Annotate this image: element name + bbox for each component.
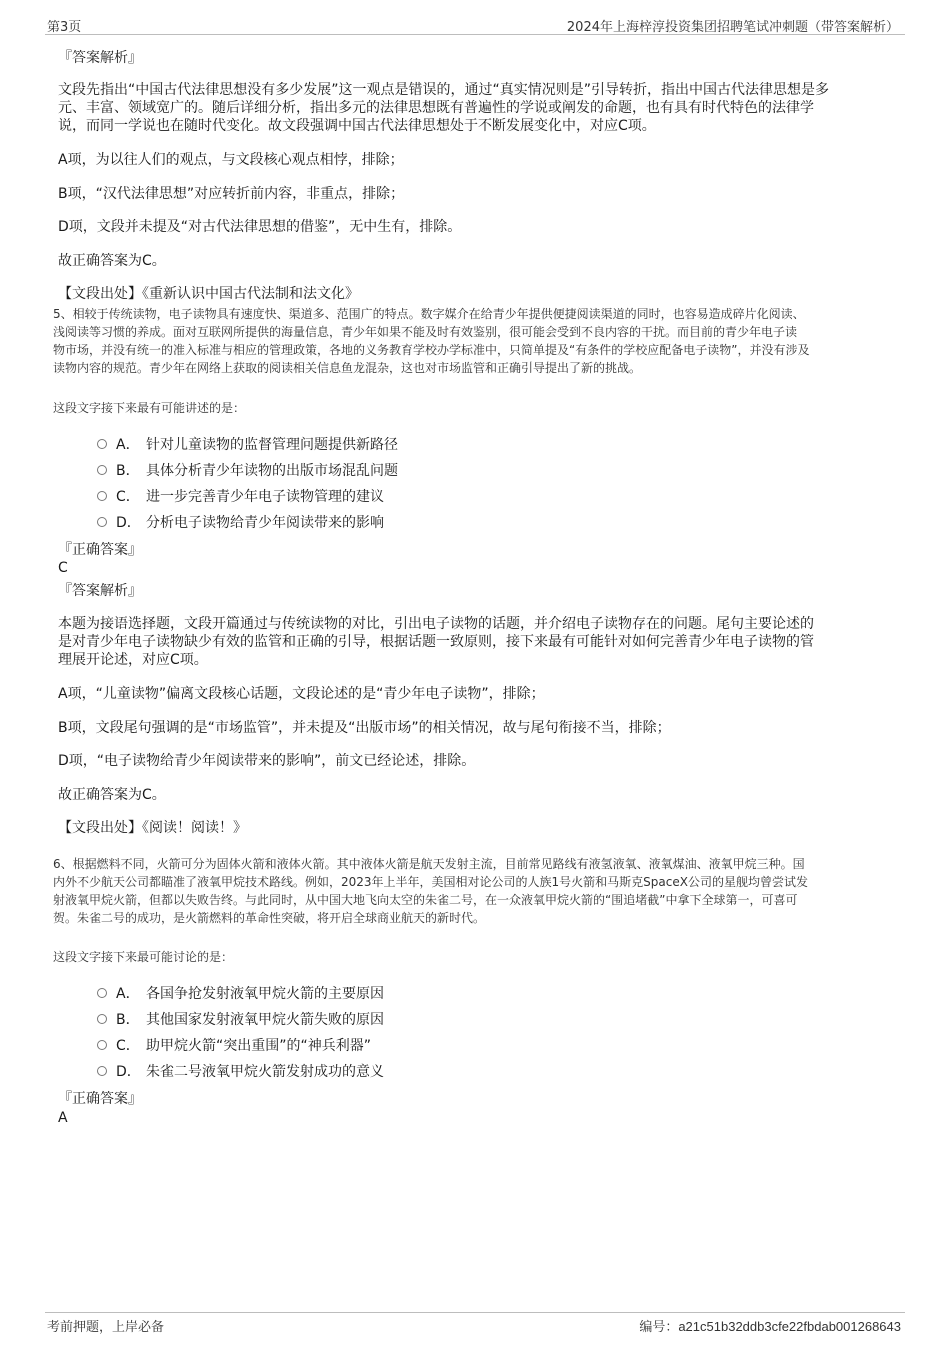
- q6-stem-line: 射液氧甲烷火箭，但都以失败告终。与此同时，从中国大地飞向太空的朱雀二号，在一众液氧甲烷火箭的“围追堵截”中拿下全球第一，可喜可: [53, 893, 798, 907]
- q6-stem-line: 6、根据燃料不同，火箭可分为固体火箭和液体火箭。其中液体火箭是航天发射主流，目前常见路线有液氢液氧、液氧煤油、液氧甲烷三种。国: [53, 857, 805, 871]
- q4-analysis-line: 说，而同一学说也在随时代变化。故文段强调中国古代法律思想处于不断发展变化中，对应C项。: [58, 118, 656, 134]
- q6-option-d[interactable]: D． 朱雀二号液氧甲烷火箭发射成功的意义: [97, 1064, 384, 1081]
- q5-stem-line: 浅阅读等习惯的养成。面对互联网所提供的海量信息，青少年如果不能及时有效鉴别，很可能会受到不良内容的干扰。而目前的青少年电子读: [53, 325, 798, 339]
- q5-option-a[interactable]: A． 针对儿童读物的监督管理问题提供新路径: [97, 437, 398, 454]
- radio-icon[interactable]: [97, 1014, 107, 1024]
- q5-stem-line: 读物内容的规范。青少年在网络上获取的阅读相关信息鱼龙混杂，这也对市场监管和正确引导提出了新的挑战。: [53, 361, 642, 375]
- page-number: 第3页: [47, 20, 82, 35]
- q6-option-b[interactable]: B． 其他国家发射液氧甲烷火箭失败的原因: [97, 1012, 384, 1029]
- q4-option-b-note: B项，“汉代法律思想”对应转折前内容，非重点，排除；: [58, 186, 405, 202]
- q5-option-c[interactable]: C． 进一步完善青少年电子读物管理的建议: [97, 489, 384, 506]
- q6-correct-answer: A: [58, 1110, 68, 1126]
- q4-conclusion: 故正确答案为C。: [58, 253, 166, 269]
- document-title: 2024年上海梓淳投资集团招聘笔试冲刺题（带答案解析）: [566, 20, 899, 35]
- q4-analysis-line: 元、丰富、领域宽广的。随后详细分析，指出多元的法律思想既有普遍性的学说或阐发的命题，也有具有时代特色的法律学: [58, 100, 814, 116]
- page-footer: [45, 1312, 905, 1337]
- q5-option-b-note: B项，文段尾句强调的是“市场监管”，并未提及“出版市场”的相关情况，故与尾句衔接不当，排除；: [58, 720, 671, 736]
- q5-conclusion: 故正确答案为C。: [58, 787, 166, 803]
- q6-prompt: 这段文字接下来最可能讨论的是：: [53, 950, 234, 964]
- q4-analysis-label: 『答案解析』: [58, 50, 142, 66]
- footer-slogan: 考前押题，上岸必备: [47, 1320, 165, 1335]
- radio-icon[interactable]: [97, 491, 107, 501]
- radio-icon[interactable]: [97, 988, 107, 998]
- page-header: [45, 14, 905, 35]
- radio-icon[interactable]: [97, 517, 107, 527]
- radio-icon[interactable]: [97, 439, 107, 449]
- q5-stem-line: 物市场，并没有统一的准入标准与相应的管理政策，各地的义务教育学校办学标准中，只简单提及“有条件的学校应配备电子读物”，并没有涉及: [53, 343, 810, 357]
- q5-analysis-line: 是对青少年电子读物缺少有效的监管和正确的引导，根据话题一致原则，接下来最有可能针对如何完善青少年电子读物的管: [58, 634, 814, 650]
- q5-correct-label: 『正确答案』: [58, 542, 142, 558]
- q5-prompt: 这段文字接下来最有可能讲述的是：: [53, 401, 246, 415]
- radio-icon[interactable]: [97, 465, 107, 475]
- q5-analysis-line: 理展开论述，对应C项。: [58, 652, 208, 668]
- radio-icon[interactable]: [97, 1040, 107, 1050]
- q5-source: 【文段出处】《阅读！阅读！》: [58, 820, 247, 836]
- q6-stem-line: 贺。朱雀二号的成功，是火箭燃料的革命性突破，将开启全球商业航天的新时代。: [53, 911, 486, 925]
- radio-icon[interactable]: [97, 1066, 107, 1076]
- q6-option-a[interactable]: A． 各国争抢发射液氧甲烷火箭的主要原因: [97, 986, 384, 1003]
- q5-analysis-label: 『答案解析』: [58, 583, 142, 599]
- q5-option-b[interactable]: B． 具体分析青少年读物的出版市场混乱问题: [97, 463, 398, 480]
- q5-option-d[interactable]: D． 分析电子读物给青少年阅读带来的影响: [97, 515, 384, 532]
- q4-option-d-note: D项，文段并未提及“对古代法律思想的借鉴”，无中生有，排除。: [58, 219, 462, 235]
- q6-option-c[interactable]: C． 助甲烷火箭“突出重围”的“神兵利器”: [97, 1038, 371, 1055]
- q5-analysis-line: 本题为接语选择题，文段开篇通过与传统读物的对比，引出电子读物的话题，并介绍电子读物存在的问题。尾句主要论述的: [58, 616, 814, 632]
- document-code: 编号：a21c51b32ddb3cfe22fbdab001268643: [639, 1319, 901, 1335]
- q4-option-a-note: A项，为以往人们的观点，与文段核心观点相悖，排除；: [58, 152, 404, 168]
- q5-option-a-note: A项，“儿童读物”偏离文段核心话题，文段论述的是“青少年电子读物”，排除；: [58, 686, 545, 702]
- q4-source: 【文段出处】《重新认识中国古代法制和法文化》: [58, 286, 359, 302]
- q5-correct-answer: C: [58, 560, 68, 576]
- q5-stem-line: 5、相较于传统读物，电子读物具有速度快、渠道多、范围广的特点。数字媒介在给青少年提供便捷阅读渠道的同时，也容易造成碎片化阅读、: [53, 307, 805, 321]
- q5-option-d-note: D项，“电子读物给青少年阅读带来的影响”，前文已经论述，排除。: [58, 753, 476, 769]
- q6-stem-line: 内外不少航天公司都瞄准了液氧甲烷技术路线。例如，2023年上半年，美国相对论公司的人族1号火箭和马斯克SpaceX公司的星舰均曾尝试发: [53, 875, 808, 889]
- q4-analysis-line: 文段先指出“中国古代法律思想没有多少发展”这一观点是错误的，通过“真实情况则是”引导转折，指出中国古代法律思想是多: [58, 82, 830, 98]
- q6-correct-label: 『正确答案』: [58, 1091, 142, 1107]
